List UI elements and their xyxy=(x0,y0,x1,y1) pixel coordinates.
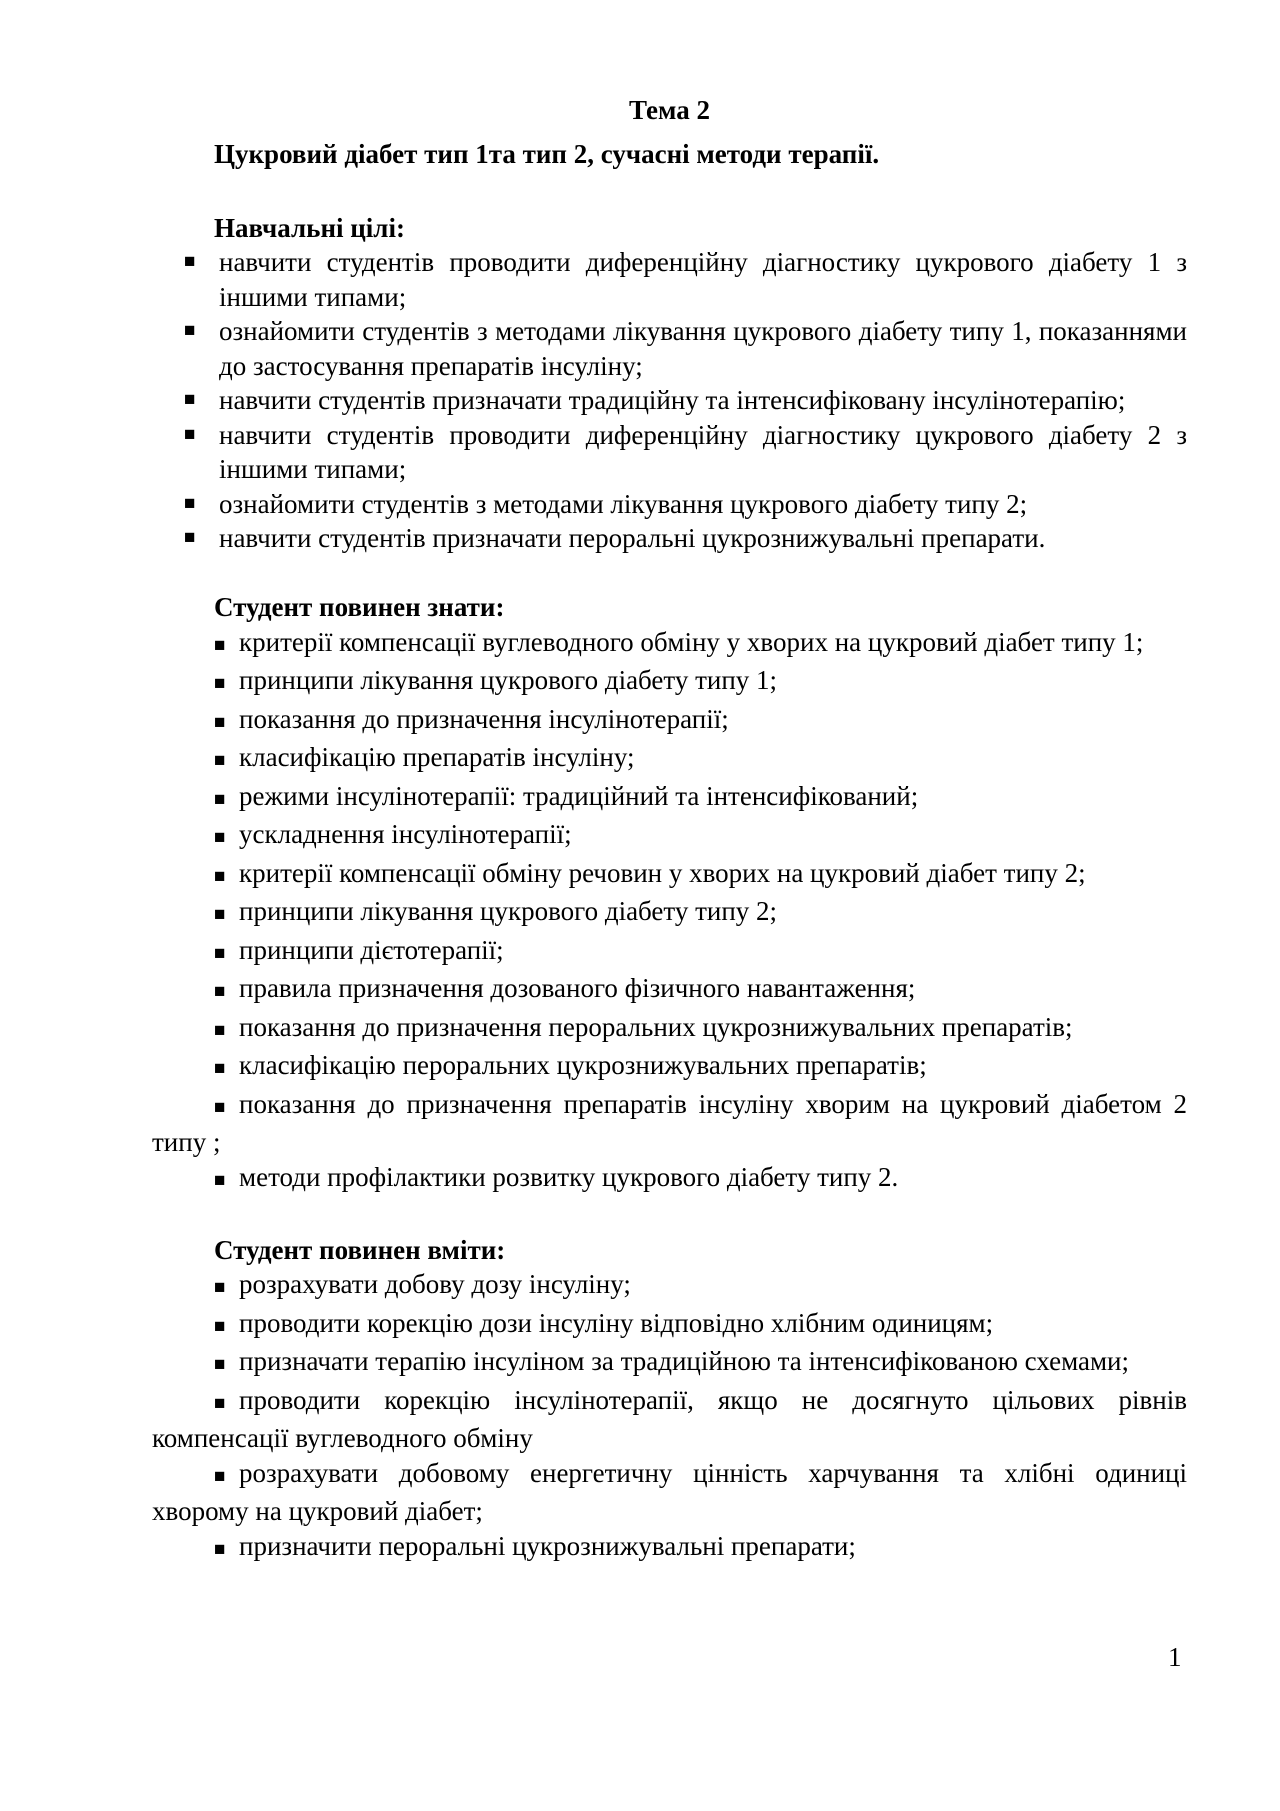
square-bullet-icon: ■ xyxy=(214,942,226,964)
square-bullet-icon: ■ xyxy=(184,527,196,548)
square-bullet-icon: ■ xyxy=(214,1096,226,1118)
know-list xyxy=(152,625,1187,1199)
list-item: ■ розрахувати добовому енергетичну цінність харчування та хлібні одиниці хворому на цукровий діабет; xyxy=(152,1457,1187,1526)
square-bullet-icon: ■ xyxy=(184,492,196,514)
list-item: ■ проводити корекцію дози інсуліну відповідно хлібним одиницям; xyxy=(152,1306,1187,1345)
square-bullet-icon: ■ xyxy=(214,1538,226,1560)
list-item: ■ показання до призначення пероральних цукрознижувальних препаратів; xyxy=(152,1010,1187,1049)
list-item: ■ класифікацію пероральних цукрознижувальних препаратів; xyxy=(152,1048,1187,1087)
square-bullet-icon: ■ xyxy=(214,711,226,733)
square-bullet-icon: ■ xyxy=(214,981,226,1002)
square-bullet-icon: ■ xyxy=(214,1019,226,1041)
square-bullet-icon: ■ xyxy=(184,320,196,341)
goals-list xyxy=(152,245,1187,556)
list-item: ■ ознайомити студентів з методами лікування цукрового діабету типу 2; xyxy=(152,487,1187,522)
page-number: 1 xyxy=(1168,1642,1182,1672)
list-item: ■ призначити пероральні цукрознижувальні препарати; xyxy=(152,1529,1187,1568)
square-bullet-icon: ■ xyxy=(214,1354,226,1375)
square-bullet-icon: ■ xyxy=(214,1058,226,1079)
square-bullet-icon: ■ xyxy=(184,423,196,445)
list-item: ■ принципи дієтотерапії; xyxy=(152,933,1187,972)
square-bullet-icon: ■ xyxy=(184,389,196,410)
list-item: ■ принципи лікування цукрового діабету типу 2; xyxy=(152,894,1187,933)
square-bullet-icon: ■ xyxy=(184,251,196,272)
list-item: ■ ускладнення інсулінотерапії; xyxy=(152,817,1187,856)
list-item: ■ навчити студентів проводити диференційну діагностику цукрового діабету 1 з іншими типами; xyxy=(184,247,1187,312)
square-bullet-icon: ■ xyxy=(214,673,226,694)
list-item: ■ показання до призначення препаратів інсуліну хворим на цукровий діабетом 2 типу ; xyxy=(152,1088,1187,1157)
list-item: ■ проводити корекцію інсулінотерапії, якщо не досягнуто цільових рівнів компенсації вуглеводного обміну xyxy=(152,1384,1187,1453)
spacer xyxy=(152,556,1187,591)
list-item: ■ розрахувати добову дозу інсуліну; xyxy=(152,1267,1187,1306)
list-item: ■ режими інсулінотерапії: традиційний та інтенсифікований; xyxy=(152,779,1187,818)
spacer xyxy=(152,1198,1187,1233)
know-heading: Студент повинен знати: xyxy=(214,592,505,622)
list-item: ■ навчити студентів призначати традиційну та інтенсифіковану інсулінотерапію; xyxy=(152,383,1187,418)
square-bullet-icon: ■ xyxy=(214,1465,226,1487)
goals-heading: Навчальні цілі: xyxy=(214,212,405,243)
square-bullet-icon: ■ xyxy=(214,904,226,925)
list-item: ■ принципи лікування цукрового діабету типу 1; xyxy=(152,663,1187,702)
square-bullet-icon: ■ xyxy=(214,1277,226,1298)
square-bullet-icon: ■ xyxy=(214,1315,226,1337)
list-item: ■ навчити студентів проводити диференційну діагностику цукрового діабету 2 з іншими типами; xyxy=(184,419,1187,484)
square-bullet-icon: ■ xyxy=(214,788,226,810)
square-bullet-icon: ■ xyxy=(214,634,226,656)
square-bullet-icon: ■ xyxy=(214,750,226,771)
list-item: ■ класифікацію препаратів інсуліну; xyxy=(152,740,1187,779)
square-bullet-icon: ■ xyxy=(214,865,226,887)
list-item: ■ призначати терапію інсуліном за традиційною та інтенсифікованою схемами; xyxy=(152,1344,1187,1383)
document-title: Цукровий діабет тип 1та тип 2, сучасні методи терапії. xyxy=(214,139,880,169)
topic-heading: Тема 2 xyxy=(629,95,710,125)
square-bullet-icon: ■ xyxy=(214,1169,226,1191)
list-item: ■ навчити студентів призначати пероральні цукрознижувальні препарати. xyxy=(152,521,1187,556)
spacer xyxy=(152,176,1187,211)
list-item: ■ показання до призначення інсулінотерапії; xyxy=(152,702,1187,741)
list-item: ■ критерії компенсації обміну речовин у хворих на цукровий діабет типу 2; xyxy=(152,856,1187,895)
list-item: ■ правила призначення дозованого фізичного навантаження; xyxy=(152,971,1187,1010)
list-item: ■ методи профілактики розвитку цукрового діабету типу 2. xyxy=(152,1160,1187,1199)
able-list xyxy=(152,1267,1187,1567)
square-bullet-icon: ■ xyxy=(214,1392,226,1414)
square-bullet-icon: ■ xyxy=(214,827,226,848)
list-item: ■ ознайомити студентів з методами лікування цукрового діабету типу 1, показаннями до застосування препаратів інсуліну; xyxy=(184,316,1187,381)
list-item: ■ критерії компенсації вуглеводного обміну у хворих на цукровий діабет типу 1; xyxy=(152,625,1187,664)
document-page xyxy=(152,88,1187,1567)
able-heading: Студент повинен вміти: xyxy=(214,1234,506,1265)
